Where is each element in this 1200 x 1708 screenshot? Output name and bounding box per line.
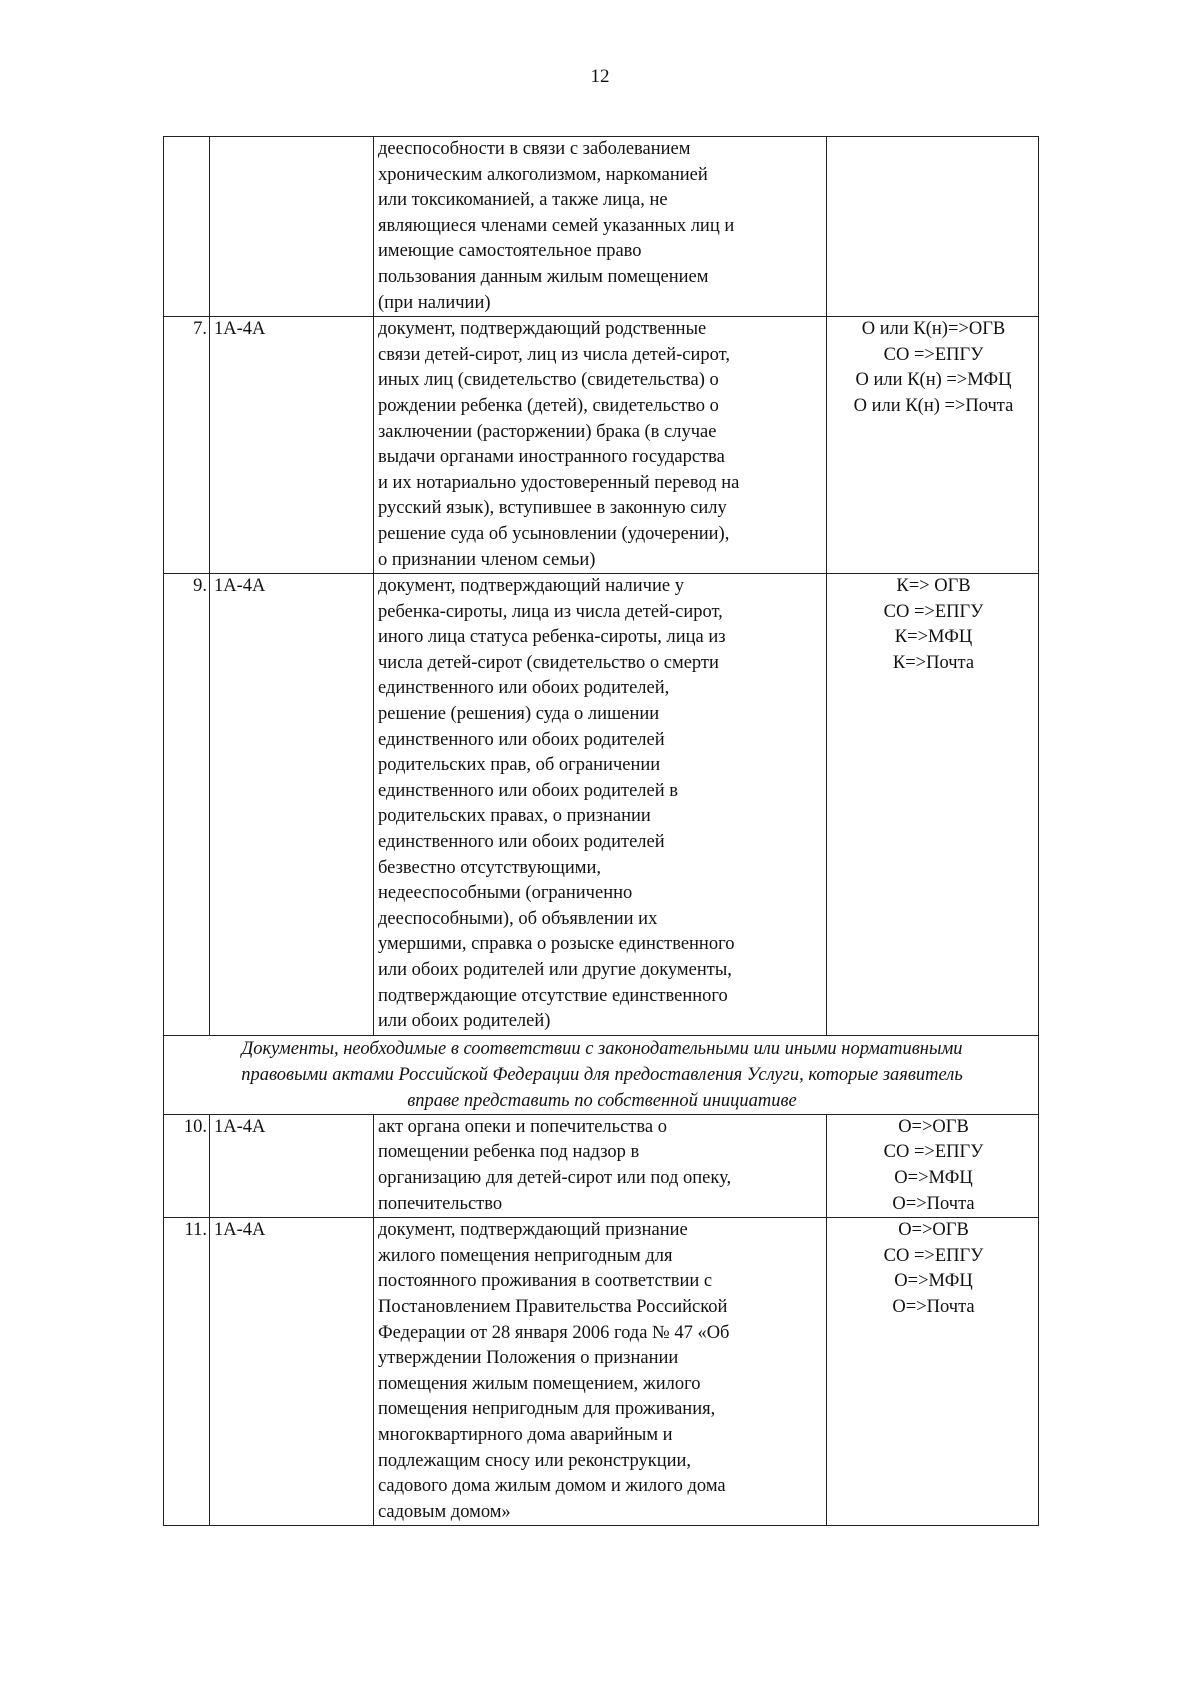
table-row bbox=[164, 1218, 1039, 1526]
text-line: попечительство bbox=[378, 1193, 503, 1214]
applicant-category-code: 1А-4А bbox=[210, 574, 374, 1036]
text-line: подтверждающие отсутствие единственного bbox=[378, 985, 728, 1006]
page-number: 12 bbox=[590, 66, 610, 87]
text-line: правовыми актами Российской Федерации для предоставления Услуги, которые заявитель bbox=[241, 1064, 963, 1085]
text-line: о признании членом семьи) bbox=[378, 549, 596, 570]
text-line: или токсикоманией, а также лица, не bbox=[378, 190, 668, 211]
text-line: умершими, справка о розыске единственного bbox=[378, 934, 735, 955]
text-line: единственного или обоих родителей bbox=[378, 729, 665, 750]
text-line: или обоих родителей или другие документы, bbox=[378, 960, 732, 980]
text-line: помещении ребенка под надзор в bbox=[378, 1142, 640, 1163]
text-line: дееспособности в связи с заболеванием bbox=[378, 139, 691, 159]
text-line: СО =>ЕПГУ bbox=[883, 344, 984, 365]
submission-method bbox=[827, 1218, 1039, 1526]
text-line: являющиеся членами семей указанных лиц и bbox=[378, 215, 735, 236]
text-line: заключении (расторжении) брака (в случае bbox=[378, 421, 717, 442]
text-line: пользования данным жилым помещением bbox=[378, 266, 709, 287]
text-line: документ, подтверждающий признание bbox=[378, 1220, 688, 1241]
text-line: русский язык), вступившее в законную силу bbox=[378, 498, 727, 519]
document-description bbox=[374, 1114, 827, 1217]
text-line: СО =>ЕПГУ bbox=[883, 1142, 984, 1163]
text-line: О=>Почта bbox=[892, 1193, 975, 1214]
section-heading bbox=[164, 1035, 1039, 1114]
text-line: О=>Почта bbox=[892, 1296, 975, 1317]
submission-method bbox=[827, 317, 1039, 574]
applicant-category-code bbox=[210, 137, 374, 317]
document-description bbox=[374, 137, 827, 317]
text-line: организацию для детей-сирот или под опеку, bbox=[378, 1167, 732, 1188]
text-line: утверждении Положения о признании bbox=[378, 1348, 679, 1369]
documents-table bbox=[163, 136, 1039, 1526]
document-description bbox=[374, 1218, 827, 1526]
row-number: 11. bbox=[164, 1218, 210, 1526]
text-line: подлежащим сносу или реконструкции, bbox=[378, 1450, 692, 1471]
text-line: акт органа опеки и попечительства о bbox=[378, 1116, 667, 1137]
text-line: СО =>ЕПГУ bbox=[883, 601, 984, 622]
text-line: иных лиц (свидетельство (свидетельства) о bbox=[378, 370, 719, 391]
table-row bbox=[164, 1114, 1039, 1217]
text-line: хроническим алкоголизмом, наркоманией bbox=[378, 164, 708, 185]
text-line: садовым домом» bbox=[378, 1501, 511, 1522]
text-line: многоквартирного дома аварийным и bbox=[378, 1424, 673, 1445]
text-line: К=> ОГВ bbox=[896, 576, 971, 597]
text-line: помещения непригодным для проживания, bbox=[378, 1399, 716, 1420]
row-number: 7. bbox=[164, 317, 210, 574]
text-line: рождении ребенка (детей), свидетельство о bbox=[378, 395, 719, 416]
text-line: решение (решения) суда о лишении bbox=[378, 704, 660, 725]
text-line: единственного или обоих родителей, bbox=[378, 678, 670, 699]
text-line: Постановлением Правительства Российской bbox=[378, 1296, 728, 1317]
text-line: единственного или обоих родителей в bbox=[378, 780, 678, 801]
text-line: О=>МФЦ bbox=[894, 1271, 973, 1292]
table-body-top bbox=[164, 137, 1039, 1036]
text-line: единственного или обоих родителей bbox=[378, 832, 665, 853]
text-line: К=>Почта bbox=[892, 652, 975, 673]
text-line: имеющие самостоятельное право bbox=[378, 241, 642, 262]
text-line: родительских прав, об ограничении bbox=[378, 755, 661, 776]
text-line: СО =>ЕПГУ bbox=[883, 1245, 984, 1266]
section-heading-body bbox=[164, 1035, 1039, 1114]
row-number bbox=[164, 137, 210, 317]
text-line: жилого помещения непригодным для bbox=[378, 1245, 673, 1266]
text-line: документ, подтверждающий наличие у bbox=[378, 576, 684, 597]
row-number: 9. bbox=[164, 574, 210, 1036]
text-line: или обоих родителей) bbox=[378, 1011, 551, 1032]
text-line: документ, подтверждающий родственные bbox=[378, 319, 707, 340]
text-line: О=>ОГВ bbox=[898, 1220, 969, 1241]
text-line: недееспособными (ограниченно bbox=[378, 883, 633, 904]
text-line: О или К(н) =>МФЦ bbox=[855, 370, 1012, 391]
text-line: О или К(н)=>ОГВ bbox=[861, 319, 1006, 340]
text-line: (при наличии) bbox=[378, 292, 491, 313]
applicant-category-code: 1А-4А bbox=[210, 317, 374, 574]
text-line: О или К(н) =>Почта bbox=[853, 395, 1014, 416]
text-line: ребенка-сироты, лица из числа детей-сирот, bbox=[378, 601, 723, 622]
table-row bbox=[164, 574, 1039, 1036]
text-line: безвестно отсутствующими, bbox=[378, 857, 601, 878]
text-line: Документы, необходимые в соответствии с законодательными или иными нормативными bbox=[241, 1038, 963, 1059]
submission-method bbox=[827, 1114, 1039, 1217]
text-line: О=>ОГВ bbox=[898, 1116, 969, 1137]
text-line: связи детей-сирот, лиц из числа детей-сирот, bbox=[378, 344, 730, 365]
section-heading-row bbox=[164, 1035, 1039, 1114]
applicant-category-code: 1А-4А bbox=[210, 1218, 374, 1526]
text-line: решение суда об усыновлении (удочерении), bbox=[378, 523, 730, 544]
text-line: садового дома жилым домом и жилого дома bbox=[378, 1476, 726, 1497]
text-line: О=>МФЦ bbox=[894, 1167, 973, 1188]
table-body-bottom bbox=[164, 1114, 1039, 1526]
text-line: К=>МФЦ bbox=[894, 627, 973, 648]
text-line: вправе представить по собственной инициативе bbox=[407, 1090, 797, 1111]
text-line: и их нотариально удостоверенный перевод на bbox=[378, 472, 740, 493]
text-line: дееспособными), об объявлении их bbox=[378, 908, 658, 929]
text-line: родительских правах, о признании bbox=[378, 806, 651, 827]
text-line: иного лица статуса ребенка-сироты, лица из bbox=[378, 627, 726, 648]
row-number: 10. bbox=[164, 1114, 210, 1217]
applicant-category-code: 1А-4А bbox=[210, 1114, 374, 1217]
submission-method bbox=[827, 574, 1039, 1036]
table-row bbox=[164, 317, 1039, 574]
text-line: постоянного проживания в соответствии с bbox=[378, 1271, 713, 1292]
table-row bbox=[164, 137, 1039, 317]
text-line: помещения жилым помещением, жилого bbox=[378, 1373, 701, 1394]
document-description bbox=[374, 317, 827, 574]
text-line: числа детей-сирот (свидетельство о смерти bbox=[378, 652, 719, 673]
document-description bbox=[374, 574, 827, 1036]
submission-method bbox=[827, 137, 1039, 317]
text-line: выдачи органами иностранного государства bbox=[378, 447, 725, 468]
text-line: Федерации от 28 января 2006 года № 47 «Об bbox=[378, 1322, 730, 1343]
